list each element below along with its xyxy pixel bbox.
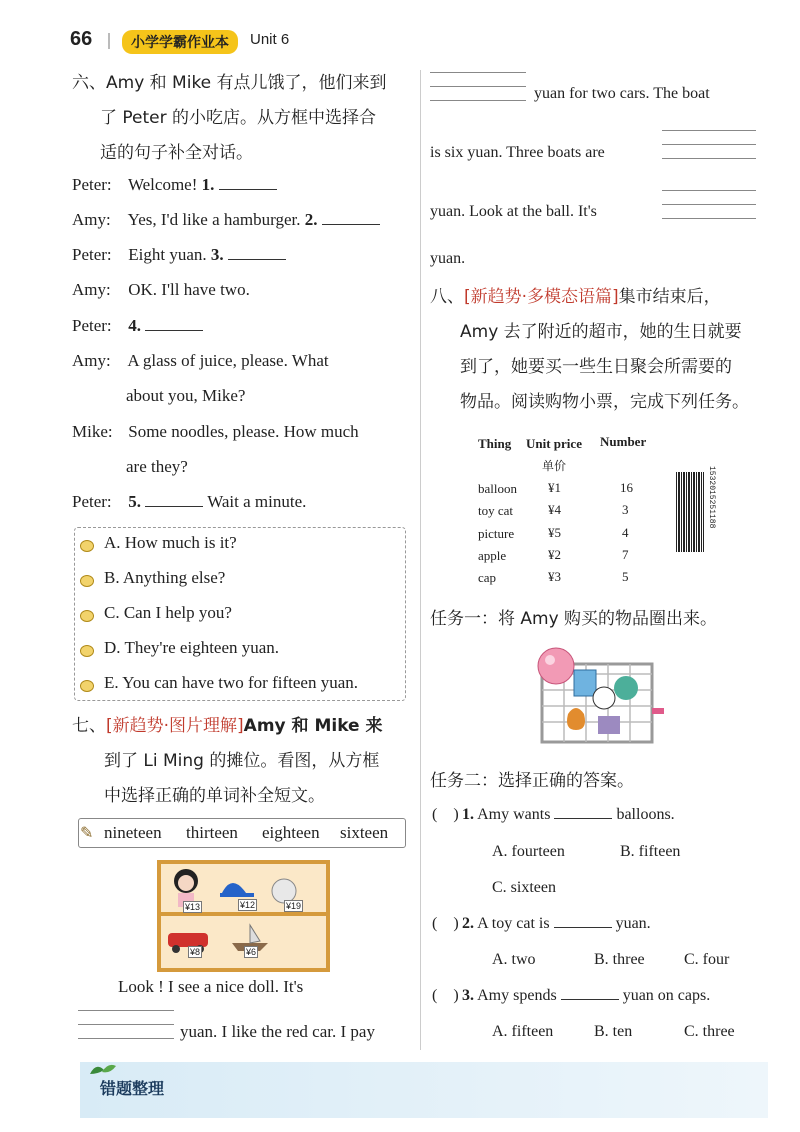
answer-line[interactable] bbox=[662, 158, 756, 159]
sec8-title-line2: Amy 去了附近的超市，她的生日就要 bbox=[460, 322, 742, 342]
receipt-number: 4 bbox=[622, 525, 629, 540]
price-tag: ¥6 bbox=[246, 947, 257, 957]
dialog-line-2: Amy: Yes, I'd like a hamburger. 2. bbox=[72, 210, 380, 230]
receipt-number: 16 bbox=[620, 480, 633, 495]
leaf-icon bbox=[88, 1062, 118, 1076]
column-divider bbox=[420, 70, 421, 1050]
receipt-thing: picture bbox=[478, 526, 515, 541]
word-bank-item: sixteen bbox=[340, 823, 389, 842]
answer-line[interactable] bbox=[430, 100, 526, 101]
barcode-icon bbox=[676, 472, 704, 552]
answer-line[interactable] bbox=[662, 130, 756, 131]
toy-car-icon bbox=[168, 933, 208, 947]
answer-line[interactable] bbox=[662, 204, 756, 205]
answer-line[interactable] bbox=[662, 218, 756, 219]
word-bank-item: thirteen bbox=[186, 823, 238, 842]
receipt-subheader: 单价 bbox=[542, 459, 567, 473]
price-tag: ¥19 bbox=[286, 901, 302, 911]
answer-line[interactable] bbox=[78, 1024, 174, 1025]
sec6-title-line1: 六、Amy 和 Mike 有点儿饿了，他们来到 bbox=[72, 73, 387, 93]
dialog-line-5: Peter: 4. bbox=[72, 316, 203, 336]
passage-line-1: Look ! I see a nice doll. It's bbox=[118, 977, 304, 996]
answer-blank[interactable] bbox=[554, 927, 612, 928]
task1-text: 任务一：将 Amy 购买的物品圈出来。 bbox=[430, 609, 718, 629]
q1-option-a[interactable]: A. fourteen bbox=[492, 843, 565, 860]
receipt-price: ¥3 bbox=[548, 569, 561, 584]
shopping-cart-icon bbox=[528, 640, 668, 752]
answer-paren[interactable]: ( ) bbox=[432, 987, 459, 1004]
sec8-title-line1: 八、[新趋势·多模态语篇]集市结束后， bbox=[430, 287, 721, 307]
dialog-line-3: Peter: Eight yuan. 3. bbox=[72, 245, 286, 265]
sec8-title-line4: 物品。阅读购物小票，完成下列任务。 bbox=[460, 392, 749, 412]
q3-option-a[interactable]: A. fifteen bbox=[492, 1023, 554, 1040]
passage-line-4: is six yuan. Three boats are bbox=[430, 144, 605, 161]
header-divider bbox=[108, 33, 110, 49]
dialog-line-7: about you, Mike? bbox=[126, 386, 246, 405]
q1-option-b[interactable]: B. fifteen bbox=[620, 843, 681, 860]
answer-paren[interactable]: ( ) bbox=[432, 915, 459, 932]
book-title: 小学学霸作业本 bbox=[122, 30, 238, 54]
q2-option-a[interactable]: A. two bbox=[492, 951, 536, 968]
word-bank-item: nineteen bbox=[104, 823, 162, 842]
option-a: A. How much is it? bbox=[104, 533, 237, 552]
dialog-line-10: Peter: 5. Wait a minute. bbox=[72, 492, 307, 511]
receipt-number: 7 bbox=[622, 547, 629, 562]
q2-option-c[interactable]: C. four bbox=[684, 951, 730, 968]
receipt-thing: cap bbox=[478, 570, 497, 585]
page-number: 66 bbox=[70, 28, 93, 50]
receipt-header-thing: Thing bbox=[478, 436, 512, 451]
option-bullet-icon bbox=[80, 645, 94, 657]
option-c: C. Can I help you? bbox=[104, 603, 232, 622]
pencil-icon: ✎ bbox=[80, 825, 94, 842]
q1-option-c[interactable]: C. sixteen bbox=[492, 879, 556, 896]
task2-text: 任务二：选择正确的答案。 bbox=[430, 771, 634, 791]
answer-line[interactable] bbox=[430, 72, 526, 73]
price-tag: ¥13 bbox=[185, 902, 201, 912]
answer-line[interactable] bbox=[78, 1038, 174, 1039]
question-1: ( ) 1. Amy wants balloons. bbox=[432, 806, 675, 823]
dialog-line-4: Amy: OK. I'll have two. bbox=[72, 280, 250, 299]
receipt-header-number: Number bbox=[600, 434, 647, 449]
receipt-price: ¥1 bbox=[548, 480, 561, 495]
receipt-number: 5 bbox=[622, 569, 629, 584]
barcode-number: 1532015251188 bbox=[707, 466, 716, 529]
sec7-title-line1: 七、[新趋势·图片理解]Amy 和 Mike 来 bbox=[72, 716, 383, 736]
option-d: D. They're eighteen yuan. bbox=[104, 638, 280, 657]
passage-line-2: yuan. I like the red car. I pay bbox=[180, 1022, 375, 1041]
passage-line-5: yuan. Look at the ball. It's bbox=[430, 203, 597, 220]
passage-line-6: yuan. bbox=[430, 250, 466, 267]
dialog-line-6: Amy: A glass of juice, please. What bbox=[72, 351, 329, 370]
question-3: ( ) 3. Amy spends yuan on caps. bbox=[432, 987, 711, 1004]
sec8-title-line3: 到了，她要买一些生日聚会所需要的 bbox=[460, 357, 732, 377]
answer-blank[interactable] bbox=[561, 999, 619, 1000]
receipt-header-price: Unit price bbox=[526, 436, 582, 451]
receipt-thing: toy cat bbox=[478, 503, 514, 518]
answer-line[interactable] bbox=[662, 144, 756, 145]
footer-banner bbox=[80, 1062, 768, 1118]
option-bullet-icon bbox=[80, 575, 94, 587]
dialog-line-9: are they? bbox=[126, 457, 188, 476]
sec6-title-line3: 适的句子补全对话。 bbox=[100, 143, 253, 163]
receipt-price: ¥2 bbox=[548, 547, 561, 562]
receipt-thing: apple bbox=[478, 548, 507, 563]
answer-line[interactable] bbox=[78, 1010, 174, 1011]
answer-blank-1[interactable] bbox=[219, 189, 277, 190]
dialog-line-8: Mike: Some noodles, please. How much bbox=[72, 422, 359, 441]
q2-option-b[interactable]: B. three bbox=[594, 951, 645, 968]
word-bank-item: eighteen bbox=[262, 823, 320, 842]
sec7-title-line2: 到了 Li Ming 的摊位。看图，从方框 bbox=[104, 751, 380, 771]
receipt-thing: balloon bbox=[478, 481, 517, 496]
sec6-title-line2: 了 Peter 的小吃店。从方框中选择合 bbox=[100, 108, 377, 128]
footer-label: 错题整理 bbox=[100, 1079, 165, 1098]
question-2: ( ) 2. A toy cat is yuan. bbox=[432, 915, 651, 932]
answer-blank-3[interactable] bbox=[228, 259, 286, 260]
option-bullet-icon bbox=[80, 680, 94, 692]
balloon-icon bbox=[538, 648, 574, 684]
price-tag: ¥8 bbox=[190, 947, 201, 957]
q3-option-c[interactable]: C. three bbox=[684, 1023, 735, 1040]
answer-blank-2[interactable] bbox=[322, 224, 380, 225]
shelf-items-drawing bbox=[160, 863, 320, 963]
q3-option-b[interactable]: B. ten bbox=[594, 1023, 633, 1040]
option-e: E. You can have two for fifteen yuan. bbox=[104, 673, 358, 692]
option-bullet-icon bbox=[80, 610, 94, 622]
answer-line[interactable] bbox=[430, 86, 526, 87]
cap-icon bbox=[222, 883, 246, 893]
answer-paren[interactable]: ( ) bbox=[432, 806, 459, 823]
answer-blank-5[interactable] bbox=[145, 506, 203, 507]
answer-blank-4[interactable] bbox=[145, 330, 203, 331]
sec7-title-line3: 中选择正确的单词补全短文。 bbox=[104, 786, 325, 806]
answer-blank[interactable] bbox=[554, 818, 612, 819]
price-tag: ¥12 bbox=[240, 900, 256, 910]
receipt-price: ¥4 bbox=[548, 502, 561, 517]
dialog-line-1: Peter: Welcome! 1. bbox=[72, 175, 277, 195]
unit-label: Unit 6 bbox=[250, 31, 290, 48]
receipt-price: ¥5 bbox=[548, 525, 561, 540]
option-b: B. Anything else? bbox=[104, 568, 226, 587]
passage-line-3: yuan for two cars. The boat bbox=[534, 85, 710, 102]
option-bullet-icon bbox=[80, 540, 94, 552]
answer-line[interactable] bbox=[662, 190, 756, 191]
receipt-number: 3 bbox=[622, 502, 629, 517]
